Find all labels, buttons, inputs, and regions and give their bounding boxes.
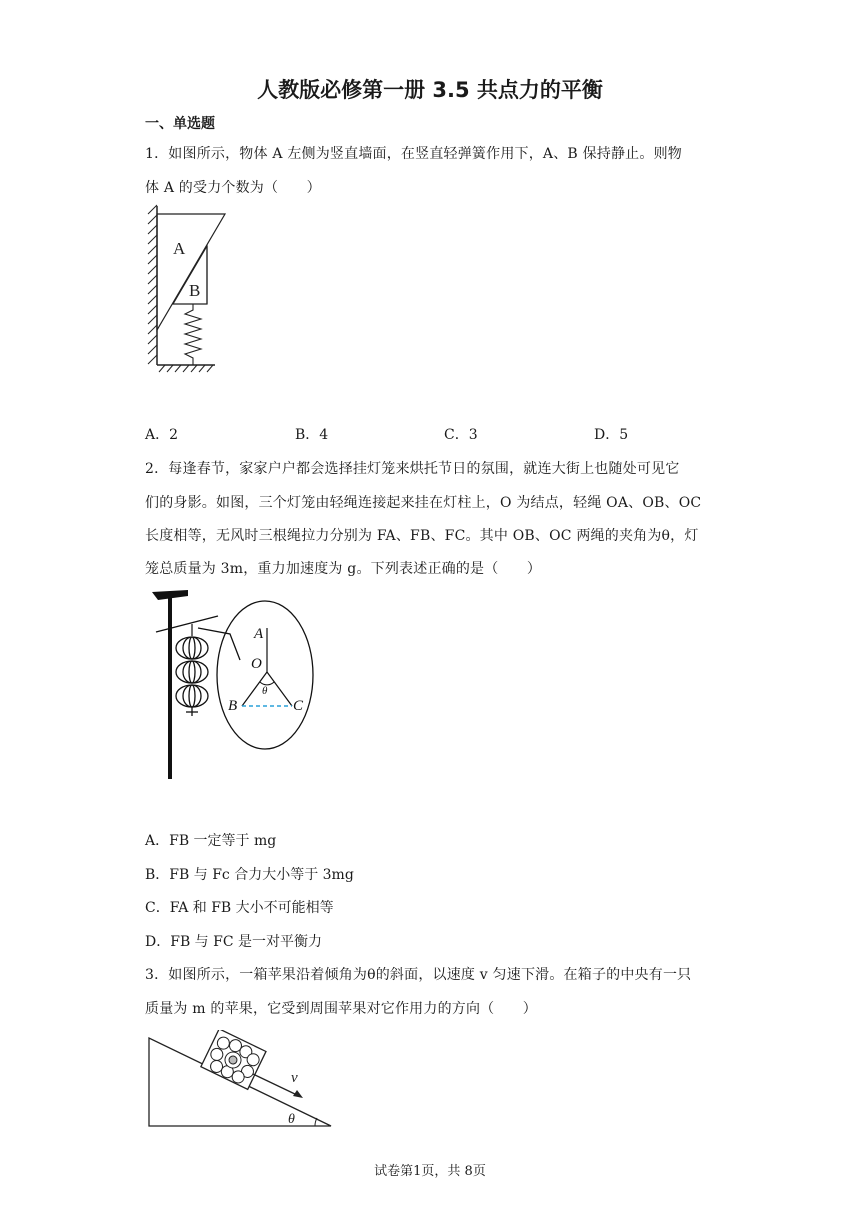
- q3-text-line2: 质量为 m 的苹果，它受到周围苹果对它作用力的方向（ ）: [145, 1001, 537, 1017]
- q1-label-b: B: [189, 281, 201, 300]
- q2-option-b[interactable]: B．FB 与 Fc 合力大小等于 3mg: [145, 867, 354, 883]
- q2-label-a: A: [254, 626, 264, 642]
- q1-label-a: A: [173, 239, 186, 258]
- q2-label-theta: θ: [262, 685, 268, 697]
- section-heading: 一、单选题: [145, 116, 215, 132]
- q2-option-c[interactable]: C．FA 和 FB 大小不可能相等: [145, 900, 334, 916]
- q2-label-c: C: [293, 698, 304, 714]
- q2-label-b: B: [228, 698, 238, 714]
- q3-label-theta: θ: [288, 1112, 295, 1127]
- page-footer: 试卷第1页，共 8页: [374, 1164, 486, 1179]
- q3-figure: [145, 1030, 340, 1130]
- q2-label-o: O: [251, 656, 262, 672]
- q2-text-line2: 们的身影。如图，三个灯笼由轻绳连接起来挂在灯柱上，O 为结点，轻绳 OA、OB、OC: [145, 495, 702, 511]
- q1-figure: [145, 200, 255, 375]
- q1-option-a[interactable]: A．2: [145, 427, 179, 443]
- q3-label-v: v: [291, 1070, 298, 1086]
- page-title: 人教版必修第一册 3.5 共点力的平衡: [257, 78, 603, 102]
- q2-text-line3: 长度相等，无风时三根绳拉力分别为 FA、FB、FC。其中 OB、OC 两绳的夹角为θ，灯: [145, 528, 699, 544]
- q1-text-line1: 1．如图所示，物体 A 左侧为竖直墙面，在竖直轻弹簧作用下，A、B 保持静止。则物: [145, 146, 682, 162]
- q2-text-line1: 2．每逢春节，家家户户都会选择挂灯笼来烘托节日的氛围，就连大街上也随处可见它: [145, 461, 680, 477]
- q1-option-b[interactable]: B．4: [295, 427, 329, 443]
- q1-text-line2: 体 A 的受力个数为（ ）: [145, 180, 321, 196]
- q1-option-d[interactable]: D．5: [594, 427, 629, 443]
- q1-option-c[interactable]: C．3: [444, 427, 478, 443]
- q2-text-line4: 笼总质量为 3m，重力加速度为 g。下列表述正确的是（ ）: [145, 561, 542, 577]
- q3-text-line1: 3．如图所示，一箱苹果沿着倾角为θ的斜面，以速度 v 匀速下滑。在箱子的中央有一只: [145, 967, 692, 983]
- q2-option-d[interactable]: D．FB 与 FC 是一对平衡力: [145, 934, 323, 950]
- q2-option-a[interactable]: A．FB 一定等于 mg: [145, 833, 277, 849]
- q2-figure: [148, 588, 318, 783]
